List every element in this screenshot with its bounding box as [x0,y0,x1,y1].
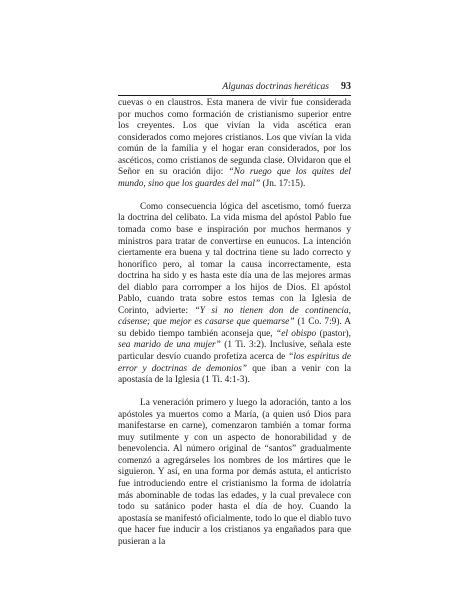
text-segment: (pastor), [316,328,351,339]
body-text [118,98,351,548]
paragraph-1 [118,98,351,190]
scripture-quote: “los espíritus de error y doctrinas de demonios” [118,351,352,374]
text-segment: cuevas o en claustros. Esta manera de vivir fue considerada por muchos como formación de cristianismo superior entre los creyentes. Los que vivían la vida ascética eran considerados como mejores cristianos. Los que vivían la vida común de la familia y el hogar eran considerados, por los ascéticos, como cristianos de segunda clase. Olvidaron que el Señor en su oración dijo: [118,98,351,178]
scripture-quote: “No ruego que los quites del mundo, sino que los guardes del mal” [118,167,351,189]
running-title: Algunas doctrinas heréticas [222,82,329,92]
scripture-quote: “el obispo [276,328,317,339]
page-number: 93 [341,81,351,92]
text-segment: La veneración primero y luego la adoración, tanto a los apóstoles ya muertos como a María, (a quien usó Dios para manifestarse en carne), comenzaron también a tomar forma muy sutilmente y con un aspecto de honorabilidad y de benevolencia. Al número original de “santos” gradualmente comenzó a agregárseles los nombres de los mártires que le siguieron. Y así, en una forma por demás astuta, el anticristo fue introduciendo entre el cristianismo la forma de idolatría más abominable de todas las edades, y la cual prevalece con todo su satánico poder hasta el día de hoy. Cuando la apostasía se manifestó oficialmente, todo lo que el diablo tuvo que hacer fue inducir a los cristianos ya engañados para que pusieran a la [118,398,352,547]
header-rule [118,95,351,96]
scripture-quote: sea marido de una mujer” [118,340,221,351]
text-segment: que iban a venir con la apostasía de la Iglesia (1 Ti. 4:1-3). [118,363,351,386]
paragraph-2 [118,202,351,387]
text-segment: (1 Co. 7:9). A su debido tiempo también aconseja que, [118,317,351,339]
paragraph-3 [118,398,351,548]
scripture-quote: “Y si no tienen don de continencia, cásense; que mejor es casarse que quemarse” [118,305,352,328]
running-header [118,82,351,96]
text-segment: (1 Ti. 3:2). Inclusive, señala este particular desvío cuando profetiza acerca de [118,340,351,362]
text-segment: Como consecuencia lógica del ascetismo, tomó fuerza la doctrina del celibato. La vida misma del apóstol Pablo fue tomada como base e inspiración por muchos hermanos y ministros para tratar de convertirse en eunucos. La intención ciertamente era buena y tal doctrina tiene su lado correcto y honorífico pero, al tomar la causa incorrectamente, esta doctrina ha sido y es hasta este día una de las mejores armas del diablo para corromper a los hijos de Dios. El apóstol Pablo, cuando trata sobre estos temas con la Iglesia de Corinto, advierte: [118,201,351,316]
text-segment: (Jn. 17:15). [260,178,306,189]
